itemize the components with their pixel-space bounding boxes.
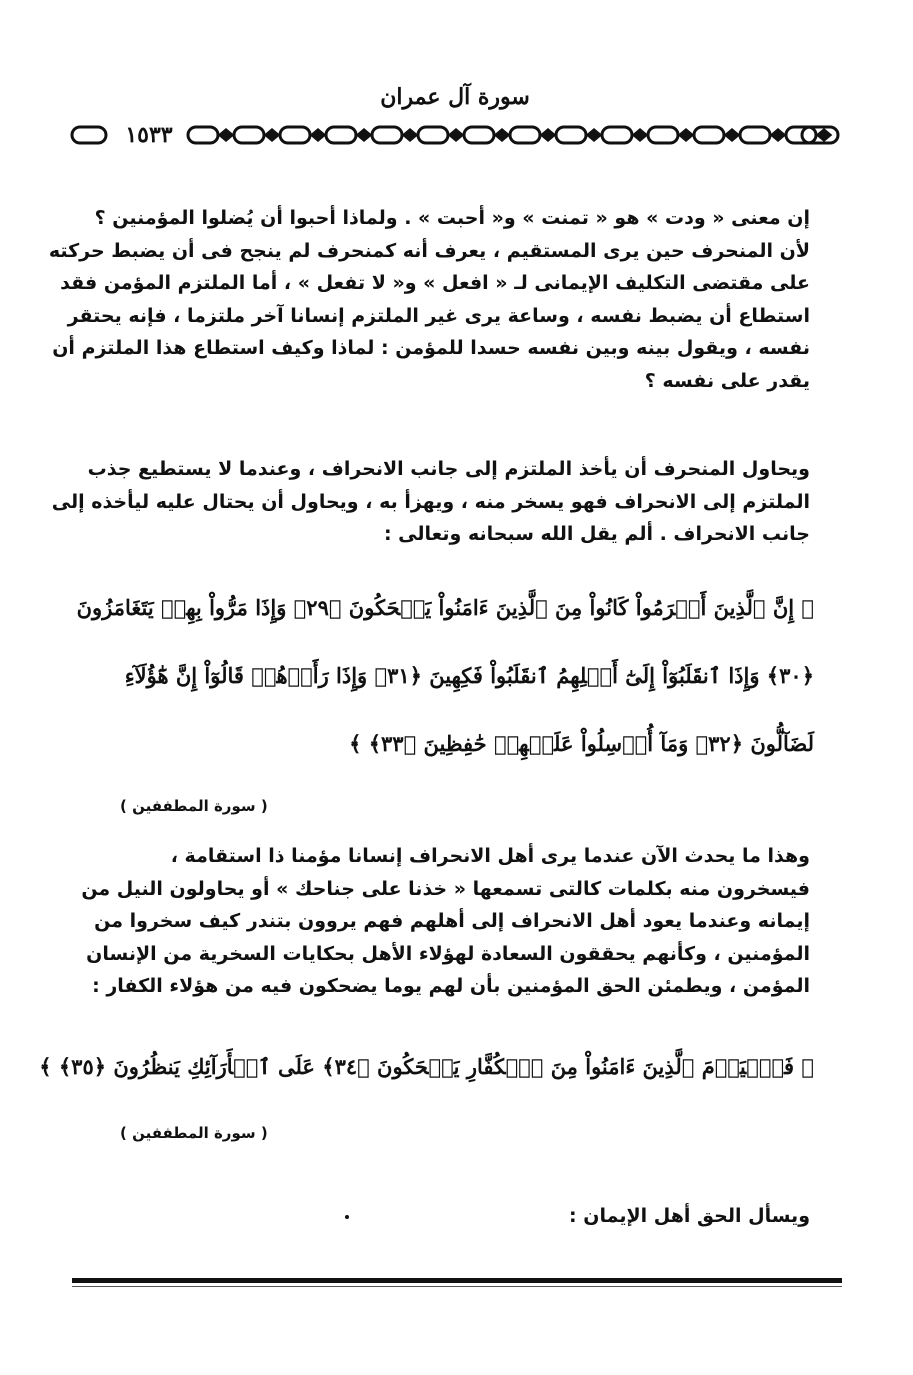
paragraph-4 <box>100 1200 810 1233</box>
verse-line: ﴿ فَٱلۡيَوۡمَ ٱلَّذِينَ ءَامَنُواْ مِنَ ٱلۡكُفَّارِ يَضۡحَكُونَ ﴿٣٤﴾ عَلَى ٱلۡأَرَآئِكِ يَنظُرُونَ ﴿٣٥﴾ ﴾ <box>39 1054 814 1079</box>
text-line: استطاع أن يضبط نفسه ، وساعة يرى غير الملتزم إنسانا آخر ملتزما ، فإنه يحتقر <box>67 304 810 327</box>
chain-diamond <box>266 130 278 140</box>
page-number: ١٥٣٣ <box>112 120 186 150</box>
footer-rule <box>72 1278 842 1283</box>
chain-link <box>280 127 310 143</box>
text-line: فيسخرون منه بكلمات كالتى تسمعها « خذنا على جناحك » أو يحاولون النيل من <box>81 877 810 900</box>
chain-link <box>234 127 264 143</box>
ink-dot <box>345 1215 349 1219</box>
chain-link <box>188 127 218 143</box>
text-line: المؤمنين ، وكأنهم يحققون السعادة لهؤلاء الأهل بحكايات السخرية من الإنسان <box>86 942 810 965</box>
verse-line: ﴿٣٠﴾ وَإِذَا ٱنقَلَبُوٓاْ إِلَىٰٓ أَهۡلِهِمُ ٱنقَلَبُواْ فَكِهِينَ ﴿٣١﴾ وَإِذَا رَأَوۡهُمۡ قَالُوٓاْ إِنَّ هَٰٓؤُلَآءِ <box>124 663 814 688</box>
chain-diamond <box>726 130 738 140</box>
text-line: لأن المنحرف حين يرى المستقيم ، يعرف أنه كمنحرف لم ينجح فى أن يضبط حركته <box>48 239 810 262</box>
verse-line: ﴿ إِنَّ ٱلَّذِينَ أَجۡرَمُواْ كَانُواْ مِنَ ٱلَّذِينَ ءَامَنُواْ يَضۡحَكُونَ ﴿٢٩﴾ وَإِذَا مَرُّواْ بِهِمۡ يَتَغَامَزُونَ <box>76 595 814 620</box>
chain-diamond <box>450 130 462 140</box>
chain-diamond <box>588 130 600 140</box>
chain-link <box>72 127 106 143</box>
surah-header-title: سورة آل عمران <box>380 84 530 110</box>
chain-link <box>740 127 770 143</box>
chain-link <box>648 127 678 143</box>
text-line: إيمانه وعندما يعود أهل الانحراف إلى أهلهم فهم يروون بتندر كيف سخروا من <box>94 910 810 932</box>
text-line: يقدر على نفسه ؟ <box>644 369 810 392</box>
paragraph-1 <box>48 202 810 397</box>
chain-link <box>418 127 448 143</box>
chain-link <box>326 127 356 143</box>
paragraph-3 <box>81 840 810 1003</box>
chain-diamond <box>404 130 416 140</box>
quran-verse-block-1 <box>76 574 814 778</box>
text-line: ويحاول المنحرف أن يأخذ الملتزم إلى جانب الانحراف ، وعندما لا يستطيع جذب <box>87 458 810 480</box>
chain-link <box>510 127 540 143</box>
chain-link <box>602 127 632 143</box>
text-line: جانب الانحراف . ألم يقل الله سبحانه وتعالى : <box>383 523 810 545</box>
footer-rule-thin <box>72 1286 842 1287</box>
text-line: ويسأل الحق أهل الإيمان : <box>569 1205 810 1227</box>
paragraph-2 <box>51 453 810 551</box>
text-line: وهذا ما يحدث الآن عندما يرى أهل الانحراف إنسانا مؤمنا ذا استقامة ، <box>170 845 810 867</box>
text-line: المؤمن ، ويطمئن الحق المؤمنين بأن لهم يوما يضحكون فيه من هؤلاء الكفار : <box>92 975 810 997</box>
text-line: على مقتضى التكليف الإيمانى لـ « افعل » و« لا تفعل » ، أما الملتزم المؤمن فقد <box>60 272 810 294</box>
chain-diamond <box>220 130 232 140</box>
text-line: إن معنى « ودت » هو « تمنت » و« أحبت » . ولماذا أحبوا أن يُضلوا المؤمنين ؟ <box>94 207 810 229</box>
chain-diamond <box>542 130 554 140</box>
chain-link <box>556 127 586 143</box>
verse-reference: ( سورة المطففين ) <box>120 1124 268 1142</box>
chain-link <box>694 127 724 143</box>
chain-diamond <box>680 130 692 140</box>
text-line: الملتزم إلى الانحراف فهو يسخر منه ، ويهزأ به ، ويحاول أن يحتال عليه ليأخذه إلى <box>51 490 810 513</box>
chain-diamond <box>772 130 784 140</box>
chain-link <box>464 127 494 143</box>
chain-link <box>372 127 402 143</box>
chain-diamond <box>312 130 324 140</box>
verse-reference: ( سورة المطففين ) <box>120 797 268 815</box>
quran-verse-block-2 <box>39 1033 814 1101</box>
chain-diamond <box>818 130 830 140</box>
chain-diamond <box>496 130 508 140</box>
chain-diamond <box>634 130 646 140</box>
chain-diamond <box>358 130 370 140</box>
text-line: نفسه ، ويقول بينه وبين نفسه حسدا للمؤمن : لماذا وكيف استطاع هذا الملتزم أن <box>52 337 810 359</box>
verse-line: لَضَآلُّونَ ﴿٣٢﴾ وَمَآ أُرۡسِلُواْ عَلَيۡهِمۡ حَٰفِظِينَ ﴿٣٣﴾ ﴾ <box>349 731 814 756</box>
